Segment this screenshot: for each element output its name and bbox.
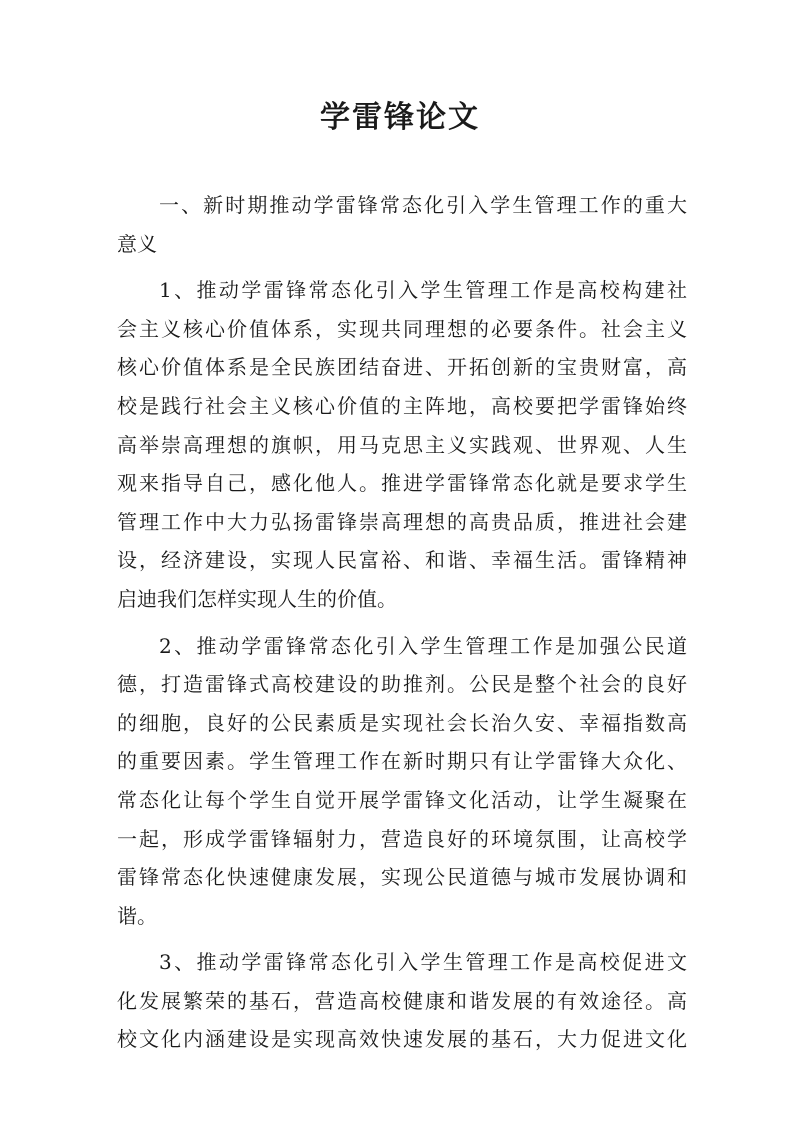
- text-line: 雷锋常态化快速健康发展，实现公民道德与城市发展协调和: [117, 865, 687, 890]
- paragraph-point-1: [117, 271, 687, 618]
- document-body: [117, 186, 687, 1059]
- text-line: 德，打造雷锋式高校建设的助推剂。公民是整个社会的良好: [117, 672, 687, 697]
- text-line: 3、推动学雷锋常态化引入学生管理工作是高校促进文: [159, 950, 687, 975]
- text-line: 会主义核心价值体系，实现共同理想的必要条件。社会主义: [117, 316, 687, 341]
- text-line: 意义: [117, 231, 157, 256]
- text-line: 校文化内涵建设是实现高效快速发展的基石，大力促进文化: [117, 1027, 687, 1052]
- text-line: 启迪我们怎样实现人生的价值。: [117, 586, 397, 611]
- text-line: 化发展繁荣的基石，营造高校健康和谐发展的有效途径。高: [117, 988, 687, 1013]
- text-line: 一起，形成学雷锋辐射力，营造良好的环境氛围，让高校学: [117, 826, 687, 851]
- text-line: 管理工作中大力弘扬雷锋崇高理想的高贵品质，推进社会建: [117, 509, 687, 534]
- text-line: 谐。: [117, 903, 157, 928]
- page-title: 学雷锋论文: [320, 100, 480, 135]
- text-line: 的细胞，良好的公民素质是实现社会长治久安、幸福指数高: [117, 710, 687, 735]
- paragraph-point-3: [117, 943, 687, 1059]
- text-line: 观来指导自己，感化他人。推进学雷锋常态化就是要求学生: [117, 471, 687, 496]
- text-line: 一、新时期推动学雷锋常态化引入学生管理工作的重大: [159, 193, 687, 217]
- text-line: 2、推动学雷锋常态化引入学生管理工作是加强公民道: [159, 633, 687, 658]
- text-line: 的重要因素。学生管理工作在新时期只有让学雷锋大众化、: [117, 749, 687, 774]
- text-line: 常态化让每个学生自觉开展学雷锋文化活动，让学生凝聚在: [117, 787, 687, 812]
- text-line: 设，经济建设，实现人民富裕、和谐、幸福生活。雷锋精神: [117, 548, 687, 573]
- text-line: 校是践行社会主义核心价值的主阵地，高校要把学雷锋始终: [117, 393, 687, 418]
- text-line: 1、推动学雷锋常态化引入学生管理工作是高校构建社: [159, 278, 687, 303]
- paragraph-point-2: [117, 627, 687, 936]
- text-line: 高举崇高理想的旗帜，用马克思主义实践观、世界观、人生: [117, 432, 687, 457]
- paragraph-section-heading: [117, 186, 687, 263]
- text-line: 核心价值体系是全民族团结奋进、开拓创新的宝贵财富，高: [117, 355, 687, 380]
